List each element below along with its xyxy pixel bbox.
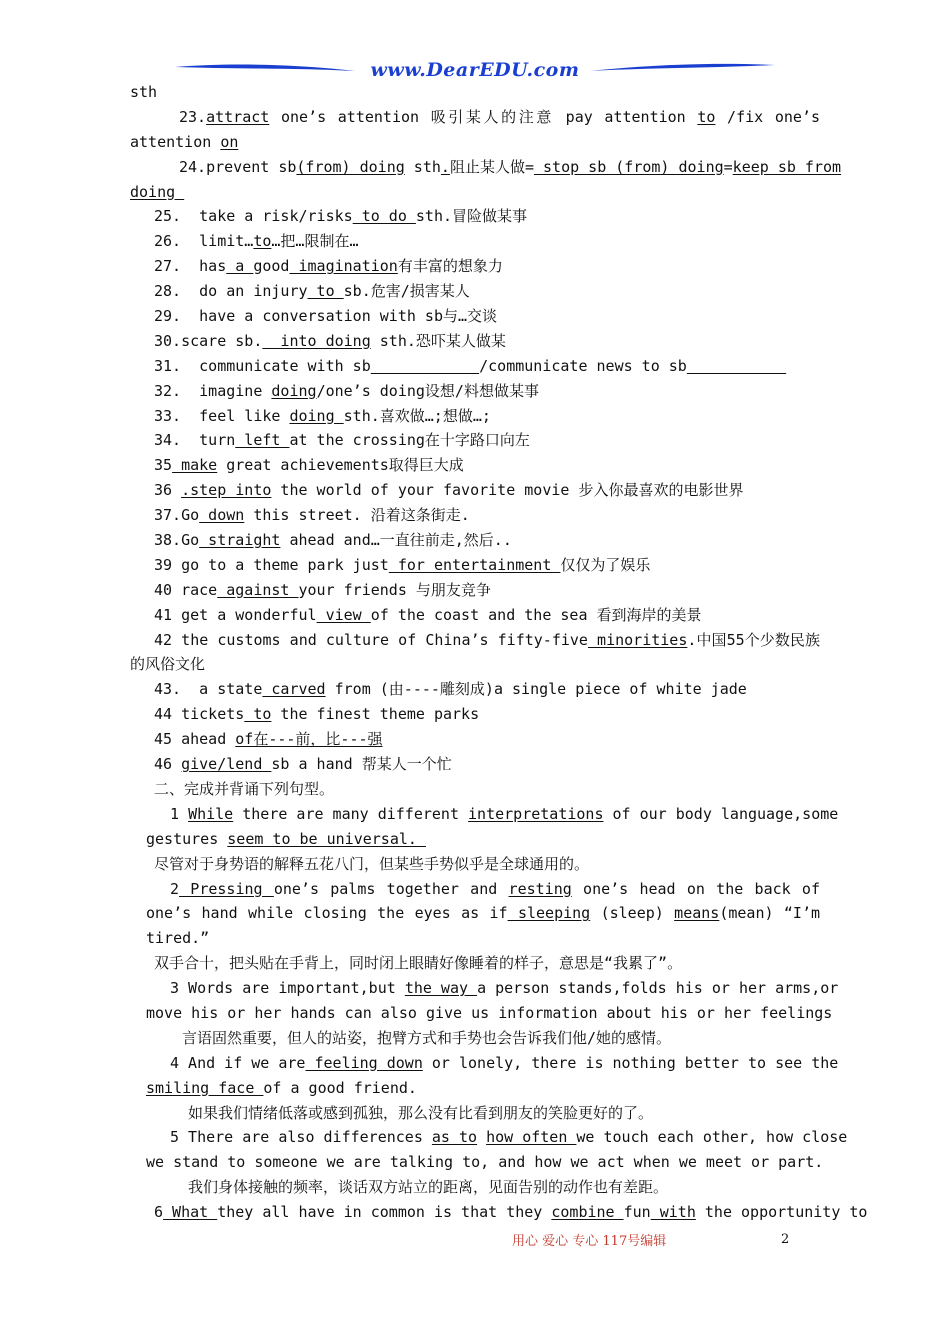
- text-line: [130, 976, 839, 1001]
- footer-note: 用心 爱心 专心 117号编辑: [512, 1234, 667, 1249]
- text-segment: one’s head on the back of: [571, 879, 820, 898]
- underlined-answer: minorities: [587, 630, 688, 649]
- underlined-answer: of在---前，比---强: [235, 730, 383, 749]
- underlined-answer: combine: [551, 1203, 624, 1222]
- text-line: [130, 329, 820, 354]
- text-line: [130, 155, 842, 180]
- underlined-answer: a: [226, 257, 254, 276]
- text-line: [130, 877, 820, 902]
- text-line: [130, 802, 839, 827]
- underlined-answer: with: [650, 1203, 696, 1222]
- text-line: [130, 578, 820, 603]
- text-segment: 46: [154, 755, 182, 774]
- text-line: [130, 1200, 868, 1225]
- underlined-answer: make: [172, 456, 218, 475]
- text-segment: 阻止某人做=: [449, 157, 534, 176]
- text-segment: 5 There are also differences: [170, 1128, 432, 1147]
- underlined-answer: stop sb (from) doing: [533, 157, 724, 176]
- underlined-answer: how often: [486, 1128, 577, 1147]
- text-segment: we stand to someone we are talking to, and how we act when we meet or part.: [146, 1153, 824, 1172]
- underlined-answer: give/lend: [181, 755, 272, 774]
- text-segment: sth: [404, 157, 441, 176]
- underlined-answer: seem to be universal.: [227, 829, 426, 848]
- text-segment: 31. communicate with sb: [154, 356, 371, 375]
- text-line: [130, 1150, 824, 1175]
- text-line: [130, 404, 820, 429]
- text-segment: 34. turn: [154, 431, 236, 450]
- text-line: [130, 229, 820, 254]
- text-segment: sth: [130, 83, 158, 101]
- text-line: [130, 926, 820, 951]
- text-line: [130, 951, 820, 976]
- text-line: [130, 1026, 820, 1051]
- text-segment: 二、完成并背诵下列句型。: [154, 779, 335, 798]
- text-line: [130, 428, 820, 453]
- underlined-answer: feeling down: [305, 1053, 423, 1072]
- underlined-answer: [687, 357, 786, 375]
- text-line: [130, 254, 820, 279]
- site-logo[interactable]: www.DearEDU.com: [370, 59, 580, 81]
- underlined-answer: .step into: [181, 481, 272, 500]
- underlined-answer: left: [235, 431, 290, 450]
- text-segment: sth.恐吓某人做某: [370, 331, 506, 350]
- underlined-answer: into doing: [262, 331, 371, 350]
- page-number: 2: [781, 1232, 790, 1247]
- text-line: [130, 204, 820, 229]
- text-segment: 41 get a wonderful: [154, 605, 317, 624]
- text-segment: …把…限制在…: [271, 232, 359, 251]
- underlined-answer: attract: [206, 107, 270, 126]
- text-segment: the world of your favorite movie 步入你最喜欢的电影世界: [271, 481, 744, 500]
- text-line: [130, 777, 820, 802]
- text-segment: 30.scare sb.: [154, 331, 263, 350]
- text-segment: 40 race: [154, 580, 218, 599]
- underlined-answer: keep sb from: [732, 157, 842, 176]
- text-segment: 26. limit…: [154, 232, 254, 251]
- text-segment: 4 And if we are: [170, 1053, 306, 1072]
- underlined-answer: view: [316, 605, 371, 624]
- text-segment: from (由----雕刻成)a single piece of white jade: [325, 680, 747, 699]
- text-segment: your friends 与朋友竞争: [298, 580, 491, 599]
- underlined-answer: doing: [289, 406, 344, 425]
- text-segment: =: [723, 157, 733, 176]
- document-body: [130, 80, 868, 1225]
- text-segment: (sleep): [590, 904, 675, 923]
- text-segment: [477, 1128, 486, 1146]
- underlined-answer: to: [697, 107, 716, 126]
- text-segment: 44 tickets: [154, 705, 245, 724]
- text-segment: 的风俗文化: [130, 655, 206, 674]
- text-segment: 23.: [179, 107, 207, 126]
- text-line: [130, 279, 820, 304]
- text-segment: there are many different: [233, 804, 469, 823]
- text-line: [130, 603, 820, 628]
- text-segment: of a good friend.: [263, 1078, 417, 1097]
- text-segment: 42 the customs and culture of China’s fifty-five: [154, 630, 588, 649]
- text-segment: 如果我们情绪低落或感到孤独，那么没有比看到朋友的笑脸更好的了。: [188, 1103, 654, 1122]
- text-line: [130, 727, 820, 752]
- text-segment: 28. do an injury: [154, 282, 308, 301]
- underlined-answer: to do: [352, 207, 416, 226]
- text-segment: one’s palms together and: [273, 879, 509, 898]
- underlined-answer: smiling face: [146, 1078, 264, 1097]
- text-line: [130, 553, 820, 578]
- text-segment: 29. have a conversation with sb与…交谈: [154, 307, 498, 326]
- text-segment: (mean) “I’m: [719, 904, 821, 923]
- text-segment: 27. has: [154, 257, 227, 276]
- text-line: [130, 379, 820, 404]
- text-segment: great achievements取得巨大成: [217, 456, 464, 475]
- text-segment: 1: [170, 804, 189, 823]
- text-segment: /fix one’s: [715, 107, 820, 126]
- underlined-answer: for entertainment: [388, 555, 561, 574]
- text-segment: 双手合十，把头贴在手背上，同时闭上眼睛好像睡着的样子，意思是“我累了”。: [154, 954, 683, 973]
- text-line: [130, 304, 820, 329]
- text-segment: /communicate news to sb: [479, 356, 687, 375]
- text-segment: they all have in common is that they: [217, 1203, 552, 1222]
- text-segment: one’s attention 吸引某人的注意 pay attention: [269, 107, 698, 126]
- underlined-answer: carved: [262, 680, 326, 699]
- underlined-answer: [371, 357, 479, 375]
- text-segment: 24.prevent sb: [179, 157, 297, 176]
- underlined-answer: straight: [199, 531, 281, 550]
- underlined-answer: against: [217, 580, 299, 599]
- underlined-answer: the way: [404, 979, 478, 998]
- text-line: [130, 1101, 820, 1126]
- text-line: [130, 354, 820, 379]
- text-segment: 我们身体接触的频率，谈话双方站立的距离，见面告别的动作也有差距。: [188, 1178, 669, 1197]
- text-segment: 2: [170, 879, 180, 898]
- text-line: [130, 652, 820, 677]
- text-segment: 33. feel like: [154, 406, 290, 425]
- underlined-answer: Pressing: [179, 879, 274, 898]
- text-line: [130, 1001, 833, 1026]
- text-segment: ahead and…一直往前走,然后..: [280, 531, 512, 550]
- underlined-answer: as to: [431, 1128, 478, 1147]
- text-segment: or lonely, there is nothing better to see the: [422, 1053, 839, 1072]
- text-line: [130, 478, 820, 503]
- text-segment: of the coast and the sea 看到海岸的美景: [370, 605, 702, 624]
- text-line: [130, 852, 820, 877]
- text-line: [130, 901, 820, 926]
- text-segment: the opportunity to: [695, 1203, 868, 1222]
- text-segment: /one’s doing设想/料想做某事: [316, 381, 539, 400]
- underlined-answer: means: [674, 904, 720, 923]
- text-segment: good: [253, 257, 290, 276]
- text-segment: a person stands,folds his or her arms,or: [477, 979, 839, 998]
- text-segment: move his or her hands can also give us information about his or her feelings: [146, 1003, 833, 1022]
- underlined-answer: interpretations: [468, 804, 604, 823]
- text-segment: fun: [623, 1203, 651, 1222]
- text-segment: 尽管对于身势语的解释五花八门，但某些手势似乎是全球通用的。: [154, 854, 590, 873]
- text-segment: this street. 沿着这条街走.: [244, 506, 470, 525]
- text-line: [130, 827, 820, 852]
- text-line: [130, 105, 820, 130]
- text-line: [130, 1175, 820, 1200]
- text-segment: 36: [154, 481, 182, 500]
- text-segment: 仅仅为了娱乐: [560, 555, 651, 574]
- text-segment: one’s hand while closing the eyes as if: [146, 904, 508, 923]
- underlined-answer: on: [220, 132, 239, 151]
- text-segment: gestures: [146, 829, 228, 848]
- text-segment: 言语固然重要，但人的站姿，抱臂方式和手势也会告诉我们他/她的感情。: [182, 1028, 672, 1047]
- text-line: [130, 180, 820, 205]
- text-segment: 25. take a risk/risks: [154, 207, 353, 226]
- text-segment: of our body language,some: [603, 804, 839, 823]
- text-segment: at the crossing在十字路口向左: [289, 431, 530, 450]
- underlined-answer: to: [253, 232, 272, 251]
- text-segment: sb.危害/损害某人: [343, 282, 470, 301]
- text-segment: sth.冒险做某事: [415, 207, 528, 226]
- text-line: [130, 752, 820, 777]
- underlined-answer: to: [307, 282, 344, 301]
- text-segment: sb a hand 帮某人一个忙: [271, 755, 452, 774]
- text-segment: 37.Go: [154, 506, 200, 525]
- text-segment: 6: [154, 1203, 164, 1222]
- text-segment: 38.Go: [154, 531, 200, 550]
- text-segment: 3 Words are important,but: [170, 979, 405, 998]
- text-line: [130, 453, 820, 478]
- underlined-answer: doing: [130, 182, 185, 201]
- underlined-answer: While: [188, 804, 234, 823]
- underlined-answer: doing: [271, 381, 317, 400]
- text-segment: 39 go to a theme park just: [154, 555, 389, 574]
- text-line: [130, 80, 820, 105]
- text-segment: attention: [130, 132, 221, 151]
- text-segment: tired.”: [146, 929, 210, 948]
- text-line: [130, 1076, 820, 1101]
- text-segment: 45 ahead: [154, 730, 236, 749]
- text-line: [130, 528, 820, 553]
- text-line: [130, 1125, 848, 1150]
- underlined-answer: resting: [508, 879, 572, 898]
- text-segment: 有丰富的想象力: [397, 257, 503, 276]
- text-segment: 35: [154, 456, 173, 475]
- underlined-answer: What: [163, 1203, 218, 1222]
- text-line: [130, 628, 820, 653]
- text-segment: the finest theme parks: [271, 705, 480, 724]
- text-line: [130, 130, 820, 155]
- underlined-answer: down: [199, 506, 245, 525]
- underlined-answer: .: [440, 157, 450, 176]
- underlined-answer: imagination: [289, 257, 398, 276]
- underlined-answer: to: [244, 705, 272, 724]
- text-segment: we touch each other, how close: [576, 1128, 848, 1147]
- underlined-answer: sleeping: [507, 904, 591, 923]
- text-segment: sth.喜欢做…;想做…;: [343, 406, 491, 425]
- text-line: [130, 677, 820, 702]
- text-segment: 43. a state: [154, 680, 263, 699]
- text-line: [130, 702, 820, 727]
- text-line: [130, 503, 820, 528]
- text-line: [130, 1051, 839, 1076]
- text-segment: 32. imagine: [154, 381, 272, 400]
- text-segment: .中国55个少数民族: [687, 630, 820, 649]
- underlined-answer: (from) doing: [296, 157, 405, 176]
